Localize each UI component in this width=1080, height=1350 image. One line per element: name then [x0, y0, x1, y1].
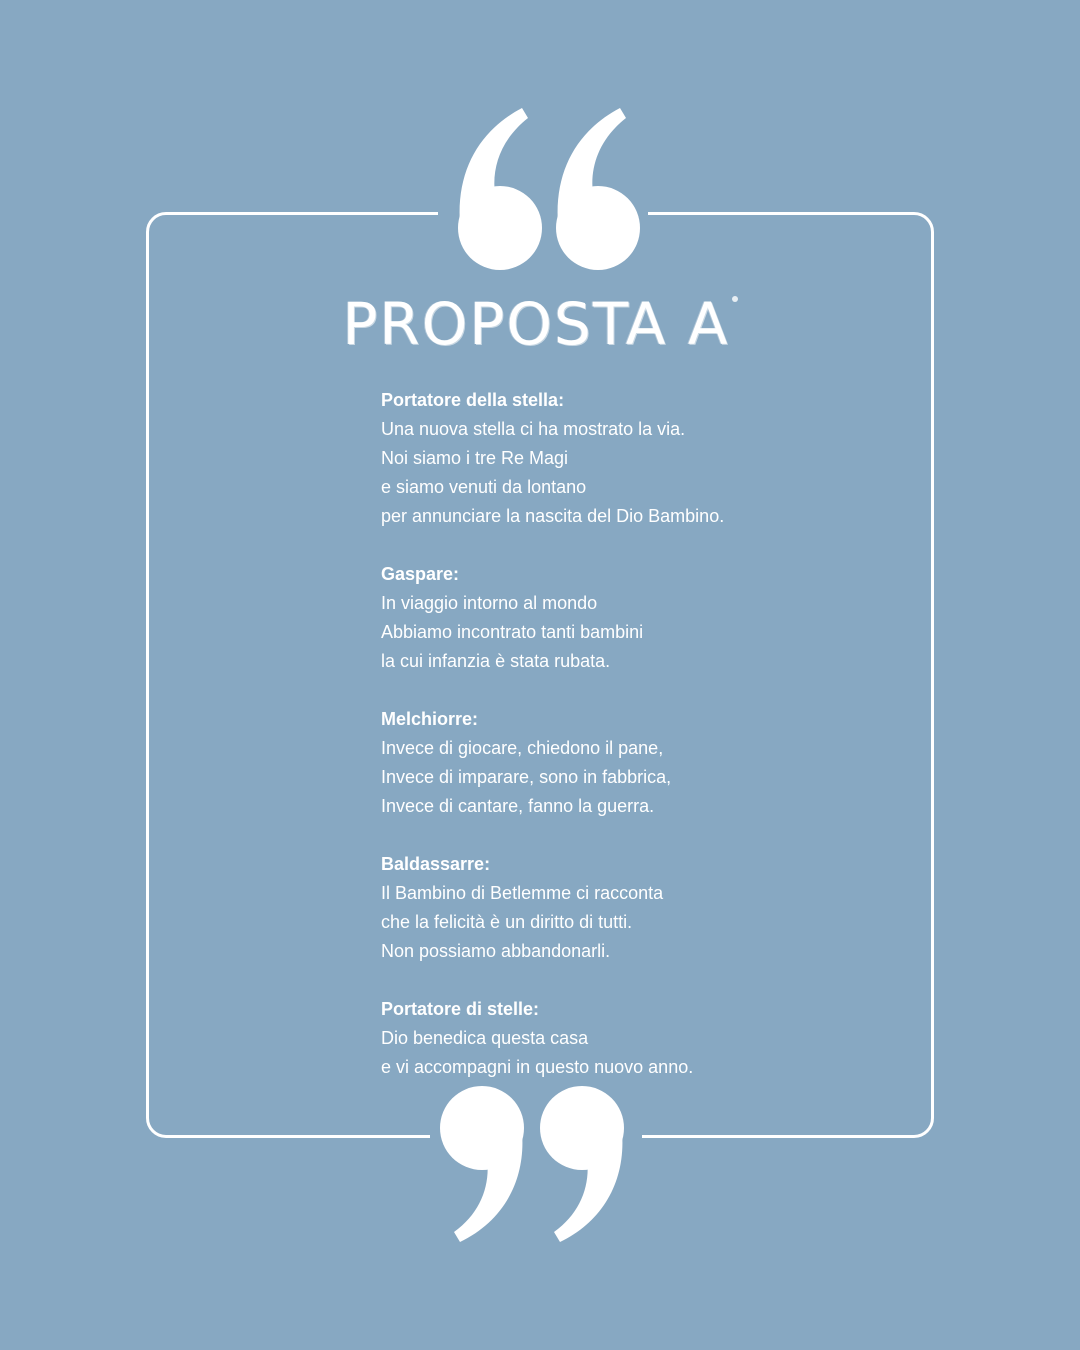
poem-line: la cui infanzia è stata rubata.: [381, 651, 611, 671]
closing-quote-icon: [430, 1082, 642, 1248]
sparkle-icon: [732, 296, 738, 302]
poem-line: Invece di imparare, sono in fabbrica,: [381, 767, 672, 787]
speaker-label: Gaspare:: [381, 564, 460, 584]
page-title: [0, 286, 1080, 362]
stanza-baldassarre: [381, 850, 901, 966]
poem-line: Non possiamo abbandonarli.: [381, 941, 611, 961]
poem-line: Il Bambino di Betlemme ci racconta: [381, 883, 664, 903]
speaker-label: Baldassarre:: [381, 854, 491, 874]
poem-line: Abbiamo incontrato tanti bambini: [381, 622, 644, 642]
poem-line: In viaggio intorno al mondo: [381, 593, 598, 613]
poem-line: Invece di cantare, fanno la guerra.: [381, 796, 655, 816]
stanza-melchiorre: [381, 705, 901, 821]
poem-line: e vi accompagni in questo nuovo anno.: [381, 1057, 694, 1077]
poem-line: Invece di giocare, chiedono il pane,: [381, 738, 664, 758]
poem-line: e siamo venuti da lontano: [381, 477, 587, 497]
speaker-label: Melchiorre:: [381, 709, 479, 729]
poem-line: che la felicità è un diritto di tutti.: [381, 912, 633, 932]
title-text: PROPOSTA A: [342, 290, 730, 358]
speaker-label: Portatore di stelle:: [381, 999, 540, 1019]
poem-line: Dio benedica questa casa: [381, 1028, 589, 1048]
poem-line: Noi siamo i tre Re Magi: [381, 448, 569, 468]
stanza-gaspare: [381, 560, 901, 676]
speaker-label: Portatore della stella:: [381, 390, 565, 410]
poem: [381, 386, 901, 1082]
poem-line: per annunciare la nascita del Dio Bambino.: [381, 506, 725, 526]
stanza-portatore-della-stella: [381, 386, 901, 531]
poem-line: Una nuova stella ci ha mostrato la via.: [381, 419, 686, 439]
stanza-portatore-di-stelle: [381, 995, 901, 1082]
opening-quote-icon: [438, 100, 648, 272]
